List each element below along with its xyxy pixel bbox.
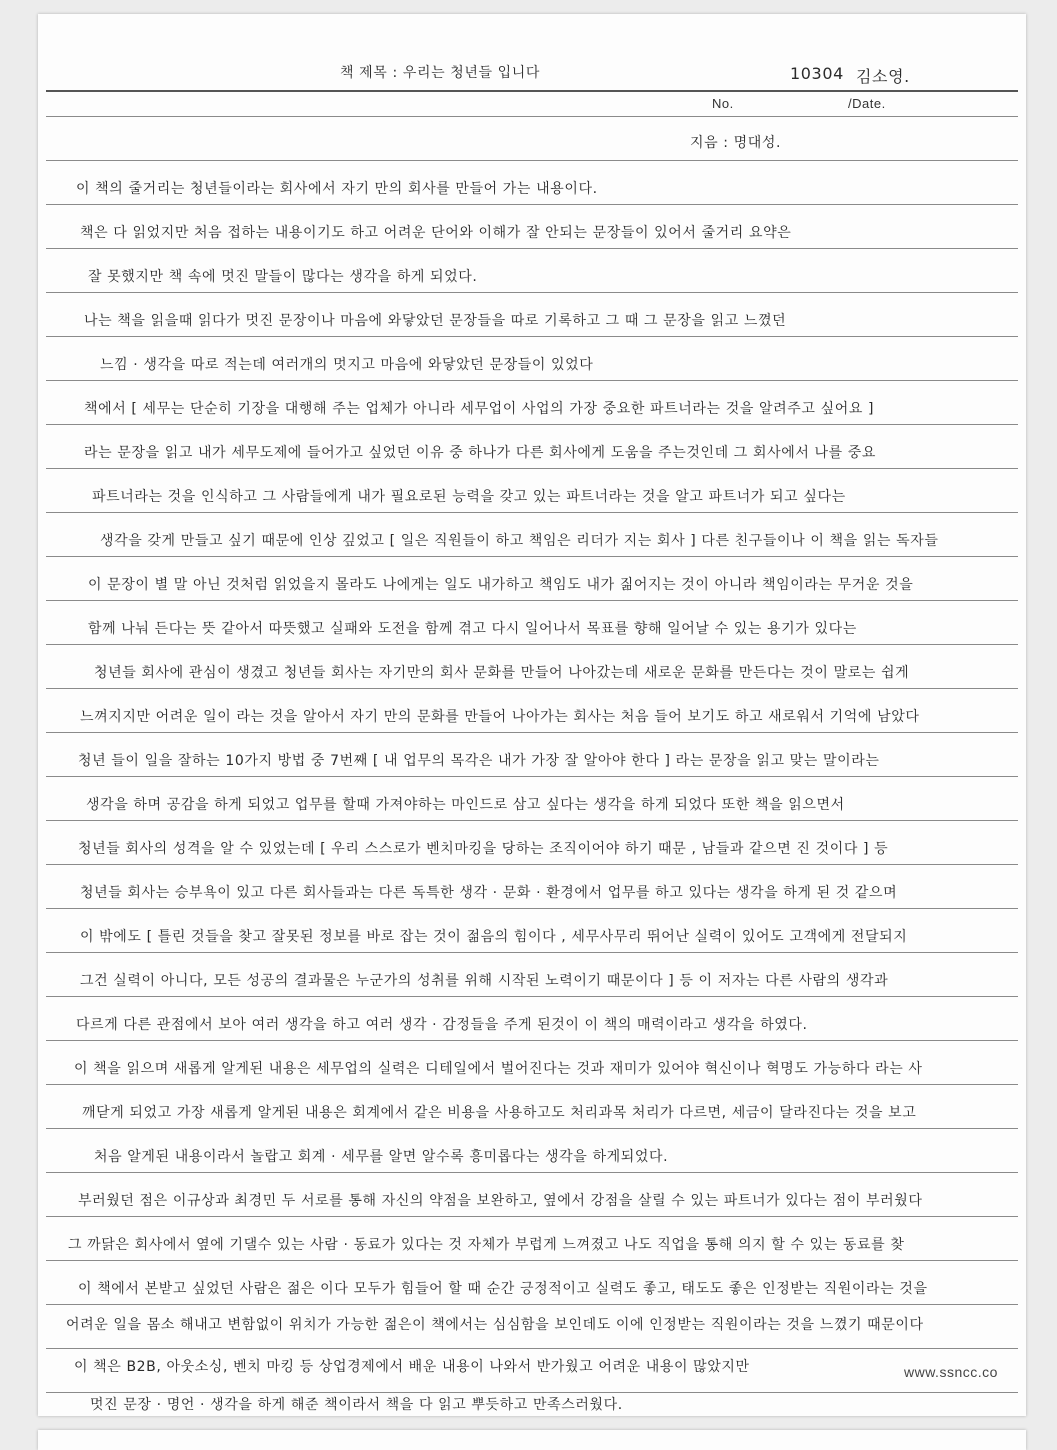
no-label: No.: [712, 96, 734, 111]
body-line: 처음 알게된 내용이라서 놀랍고 회계 · 세무를 알면 알수록 흥미롭다는 생각을 하게되었다.: [94, 1149, 669, 1165]
date-label: /Date.: [848, 96, 886, 111]
body-line: 이 책의 줄거리는 청년들이라는 회사에서 자기 만의 회사를 만들어 가는 내용이다.: [76, 181, 598, 197]
body-line: 잘 못했지만 책 속에 멋진 말들이 많다는 생각을 하게 되었다.: [88, 269, 478, 285]
body-line: 부러웠던 점은 이규상과 최경민 두 서로를 통해 자신의 약점을 보완하고, 옆에서 강점을 살릴 수 있는 파트너가 있다는 점이 부러웠다: [78, 1193, 923, 1209]
paper-sheet: [38, 14, 1026, 1416]
body-line: 청년 들이 일을 잘하는 10가지 방법 중 7번째 [ 내 업무의 목각은 내가 가장 잘 알아야 한다 ] 라는 문장을 읽고 맞는 말이라는: [78, 753, 880, 769]
book-title: 책 제목 : 우리는 청년들 입니다: [340, 65, 541, 81]
body-line: 이 책에서 본받고 싶었던 사람은 젊은 이다 모두가 힘들어 할 때 순간 긍정적이고 실력도 좋고, 태도도 좋은 인정받는 직원이라는 것을: [78, 1281, 928, 1297]
ruled-line: [46, 424, 1018, 425]
ruled-line: [46, 1304, 1018, 1305]
ruled-line: [46, 160, 1018, 161]
student-name: 김소영.: [856, 67, 910, 86]
body-line: 생각을 하며 공감을 하게 되었고 업무를 할때 가져야하는 마인드로 삼고 싶다는 생각을 하게 되었다 또한 책을 읽으면서: [86, 797, 845, 813]
ruled-line: [46, 732, 1018, 733]
ruled-line: [46, 996, 1018, 997]
ruled-line: [46, 776, 1018, 777]
body-line: 생각을 갖게 만들고 싶기 때문에 인상 깊었고 [ 일은 직원들이 하고 책임은 리더가 지는 회사 ] 다른 친구들이나 이 책을 읽는 독자들: [100, 533, 939, 549]
body-line: 청년들 회사의 성격을 알 수 있었는데 [ 우리 스스로가 벤치마킹을 당하는 조직이어야 하기 때문 , 남들과 같으면 진 것이다 ] 등: [78, 841, 889, 857]
ruled-line: [46, 820, 1018, 821]
body-line: 이 책은 B2B, 아웃소싱, 벤치 마킹 등 상업경제에서 배운 내용이 나와서 반가웠고 어려운 내용이 많았지만: [74, 1359, 750, 1375]
next-page-edge: [38, 1430, 1026, 1450]
ruled-line: [46, 116, 1018, 117]
ruled-line: [46, 1172, 1018, 1173]
body-line: 다르게 다른 관점에서 보아 여러 생각을 하고 여러 생각 · 감정들을 주게 된것이 이 책의 매력이라고 생각을 하였다.: [76, 1017, 808, 1033]
ruled-line: [46, 1216, 1018, 1217]
ruled-line: [46, 380, 1018, 381]
ruled-line: [46, 1348, 1018, 1349]
ruled-line: [46, 204, 1018, 205]
body-line: 그 까닭은 회사에서 옆에 기댈수 있는 사람 · 동료가 있다는 것 자체가 부럽게 느껴졌고 나도 직업을 통해 의지 할 수 있는 동료를 찾: [68, 1237, 905, 1253]
body-line: 함께 나눠 든다는 뜻 같아서 따뜻했고 실패와 도전을 함께 겪고 다시 일어나서 목표를 향해 일어날 수 있는 용기가 있다는: [88, 621, 857, 637]
ruled-line: [46, 1260, 1018, 1261]
ruled-line: [46, 248, 1018, 249]
body-line: 깨닫게 되었고 가장 새롭게 알게된 내용은 회계에서 같은 비용을 사용하고도 처리과목 처리가 다르면, 세금이 달라진다는 것을 보고: [82, 1105, 917, 1121]
ruled-line: [46, 908, 1018, 909]
body-line: 느낌 · 생각을 따로 적는데 여러개의 멋지고 마음에 와닿았던 문장들이 있었다: [100, 357, 594, 373]
ruled-line: [46, 688, 1018, 689]
body-line: 라는 문장을 읽고 내가 세무도제에 들어가고 싶었던 이유 중 하나가 다른 회사에게 도움을 주는것인데 그 회사에서 나를 중요: [84, 445, 877, 461]
body-line: 어려운 일을 몸소 해내고 변함없이 위치가 가능한 젊은이 책에서는 심심함을 보인데도 이에 인정받는 직원이라는 것을 느꼈기 때문이다: [66, 1317, 924, 1333]
ruled-line: [46, 292, 1018, 293]
ruled-line: [46, 336, 1018, 337]
ruled-line: [46, 1392, 1018, 1393]
body-line: 책은 다 읽었지만 처음 접하는 내용이기도 하고 어려운 단어와 이해가 잘 안되는 문장들이 있어서 줄거리 요약은: [80, 225, 792, 241]
body-line: 그건 실력이 아니다, 모든 성공의 결과물은 누군가의 성취를 위해 시작된 노력이기 때문이다 ] 등 이 저자는 다른 사람의 생각과: [80, 973, 889, 989]
ruled-line: [46, 512, 1018, 513]
body-line: 느껴지지만 어려운 일이 라는 것을 알아서 자기 만의 문화를 만들어 나아가는 회사는 처음 들어 보기도 하고 새로워서 기억에 남았다: [80, 709, 920, 725]
ruled-line: [46, 1040, 1018, 1041]
ruled-line: [46, 556, 1018, 557]
publisher-url: www.ssncc.co: [904, 1364, 998, 1380]
body-line: 청년들 회사는 승부욕이 있고 다른 회사들과는 다른 독특한 생각 · 문화 · 환경에서 업무를 하고 있다는 생각을 하게 된 것 같으며: [80, 885, 898, 901]
ruled-line: [46, 600, 1018, 601]
ruled-line: [46, 952, 1018, 953]
body-line: 이 문장이 별 말 아닌 것처럼 읽었을지 몰라도 나에게는 일도 내가하고 책임도 내가 짊어지는 것이 아니라 책임이라는 무거운 것을: [88, 577, 914, 593]
ruled-line: [46, 864, 1018, 865]
body-line: 파트너라는 것을 인식하고 그 사람들에게 내가 필요로된 능력을 갖고 있는 파트너라는 것을 알고 파트너가 되고 싶다는: [92, 489, 846, 505]
ruled-line: [46, 1128, 1018, 1129]
author-line: 지음 : 명대성.: [690, 135, 782, 151]
body-line: 이 책을 읽으며 새롭게 알게된 내용은 세무업의 실력은 디테일에서 벌어진다는 것과 재미가 있어야 혁신이나 혁명도 가능하다 라는 사: [74, 1061, 923, 1077]
ruled-line: [46, 468, 1018, 469]
body-line: 나는 책을 읽을때 읽다가 멋진 문장이나 마음에 와닿았던 문장들을 따로 기록하고 그 때 그 문장을 읽고 느꼈던: [84, 313, 787, 329]
header-rule: [46, 90, 1018, 92]
body-line: 책에서 [ 세무는 단순히 기장을 대행해 주는 업체가 아니라 세무업이 사업의 가장 중요한 파트너라는 것을 알려주고 싶어요 ]: [84, 401, 875, 417]
body-line: 이 밖에도 [ 틀린 것들을 찾고 잘못된 정보를 바로 잡는 것이 젊음의 힘이다 , 세무사무리 뛰어난 실력이 있어도 고객에게 전달되지: [80, 929, 908, 945]
ruled-line: [46, 1084, 1018, 1085]
body-line: 멋진 문장 · 명언 · 생각을 하게 해준 책이라서 책을 다 읽고 뿌듯하고 만족스러웠다.: [90, 1397, 623, 1413]
student-id: 10304: [790, 64, 844, 83]
ruled-line: [46, 644, 1018, 645]
body-line: 청년들 회사에 관심이 생겼고 청년들 회사는 자기만의 회사 문화를 만들어 나아갔는데 새로운 문화를 만든다는 것이 말로는 쉽게: [94, 665, 910, 681]
